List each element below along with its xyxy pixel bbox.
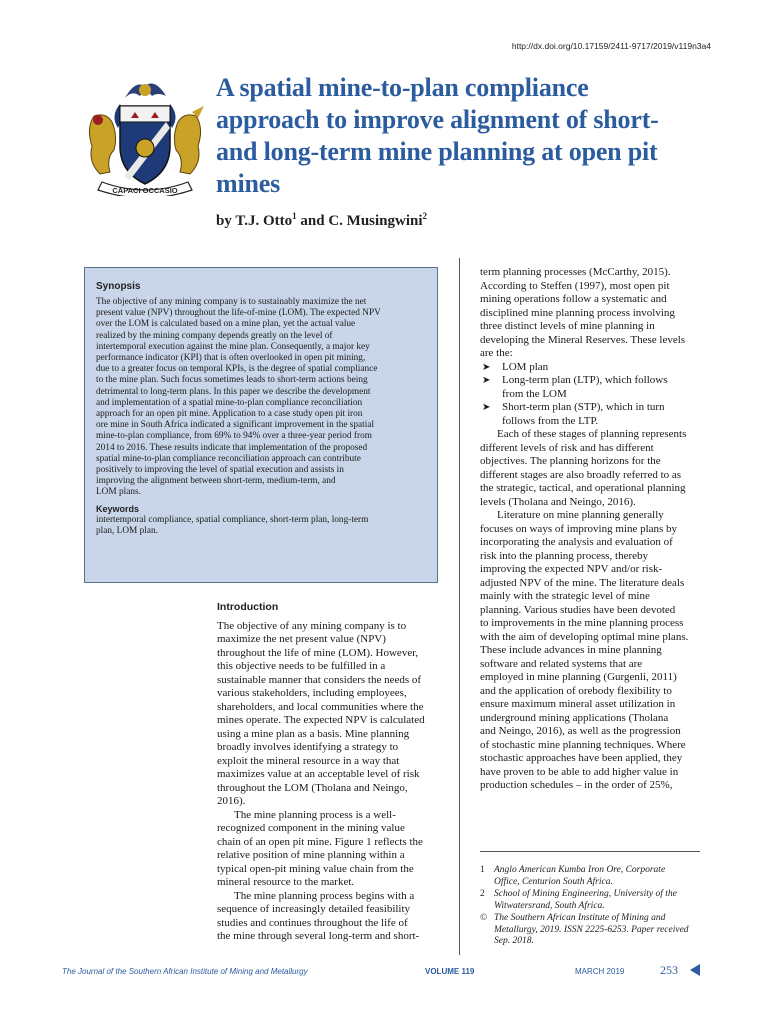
paragraph-line: stochastic approaches have been applied, they: [480, 752, 683, 764]
author-1-affiliation-mark: 1: [292, 211, 297, 221]
paragraph-line: Literature on mine planning generally: [497, 509, 664, 521]
paragraph-line: term planning processes (McCarthy, 2015).: [480, 266, 671, 278]
byline-conjunction: and: [296, 213, 329, 229]
paragraph-line: levels (Tholana and Neingo, 2016).: [480, 495, 636, 508]
paragraph-line: of stochastic mine planning techniques. Where: [480, 738, 686, 751]
paragraph-line: broadly involves identifying a strategy to: [217, 741, 399, 753]
introduction-heading: Introduction: [217, 601, 279, 613]
paragraph-line: shareholders, and local communities where the: [217, 700, 424, 713]
list-item-continuation: follows from the LTP.: [502, 414, 599, 427]
paragraph-line: risk into the planning process, thereby: [480, 549, 649, 562]
synopsis-line: LOM plans.: [96, 487, 141, 498]
footnote-line: Witwatersrand, South Africa.: [494, 900, 605, 911]
introduction-body: [217, 620, 457, 944]
paragraph-line: studies and continues throughout the life of: [217, 916, 408, 929]
paragraph-line: underground mining applications (Tholana: [480, 711, 669, 724]
paragraph-line: sustainable manner that considers the needs of: [217, 673, 422, 686]
arrow-bullet-icon: ➤: [482, 402, 491, 413]
doi-link[interactable]: http://dx.doi.org/10.17159/2411-9717/2019/v119n3a4: [511, 41, 711, 51]
footnote: [480, 913, 710, 948]
paragraph-line: sequence of increasingly detailed feasibility: [217, 903, 411, 915]
synopsis-line: to the mine plan. Such focus sometimes leads to short-term actions being: [96, 375, 368, 386]
title-line: A spatial mine-to-plan compliance: [216, 73, 589, 102]
paragraph-line: objectives. The planning horizons for the: [480, 455, 661, 467]
paragraph-line: adjusted NPV of the mine. The literature deals: [480, 576, 685, 589]
paragraph-line: to improvements in the mine planning process: [480, 617, 684, 629]
page-marker-triangle-icon: [690, 964, 700, 976]
list-item: [480, 374, 708, 388]
list-item: [480, 361, 708, 375]
footnote-line: Office, Centurion South Africa.: [494, 876, 613, 887]
synopsis-line: realized by the mining company depends greatly on the level of: [96, 330, 333, 341]
coat-of-arms-logo: [80, 76, 210, 196]
synopsis-heading: Synopsis: [96, 281, 141, 292]
synopsis-line: and implementation of a spatial mine-to-plan compliance reconciliation: [96, 397, 363, 408]
author-byline: [216, 211, 427, 230]
synopsis-line: The objective of any mining company is to sustainably maximize the net: [96, 297, 367, 307]
right-column-body: [480, 428, 708, 793]
list-item: [480, 401, 708, 415]
paragraph-line: maximize the net present value (NPV): [217, 633, 386, 645]
synopsis-line: positively to improving the level of spatial execution and assists in: [96, 465, 344, 476]
synopsis-line: 2014 to 2016. These results indicate that implementation of the proposed: [96, 442, 368, 453]
footnote-line: Sep. 2018.: [494, 936, 534, 946]
article-title: [216, 72, 716, 200]
synopsis-body: [96, 297, 427, 499]
paragraph-line: software and related systems that are: [480, 657, 643, 670]
issue-date: MARCH 2019: [575, 967, 625, 976]
synopsis-line: detrimental to long-term plans. In this paper we describe the development: [96, 386, 371, 397]
synopsis-line: performance indicator (KPI) that is often overlooked in open pit mining,: [96, 353, 366, 364]
paragraph-line: using a mine plan as a basis. Mine planning: [217, 727, 410, 740]
paragraph-line: production schedules – in the order of 25%,: [480, 779, 673, 791]
footnote: [480, 889, 710, 912]
paragraph-line: According to Steffen (1997), most open pit: [480, 279, 670, 292]
synopsis-line: intertemporal execution against the mine plan. Consequently, a major key: [96, 341, 370, 352]
paragraph-line: mining operations follow a systematic and: [480, 293, 667, 305]
paragraph-line: employed in mine planning (Gurgenli, 2011): [480, 671, 677, 683]
list-item-text: Long-term plan (LTP), which follows: [502, 374, 668, 386]
paragraph-line: mainly with the strategic level of mine: [480, 590, 650, 602]
paragraph-line: focuses on ways of improving mine plans by: [480, 522, 678, 535]
paragraph-line: mines operate. The expected NPV is calculated: [217, 714, 425, 726]
paragraph-line: chain of an open pit mine. Figure 1 reflects the: [217, 835, 423, 848]
keywords-body: [96, 515, 427, 537]
synopsis-line: spatial mine-to-plan compliance reconciliation approach can contribute: [96, 453, 361, 464]
paragraph-line: this objective needs to be fulfilled in a: [217, 660, 386, 672]
keywords-heading: Keywords: [96, 503, 140, 514]
paragraph-line: The objective of any mining company is to: [217, 619, 407, 632]
paragraph-line: disciplined mine planning process involving: [480, 306, 675, 319]
volume-label: VOLUME 119: [425, 967, 475, 976]
title-line: approach to improve alignment of short-: [216, 105, 659, 134]
paragraph-line: the strategic, tactical, and operational planning: [480, 482, 686, 494]
footnote-divider: [480, 851, 700, 852]
paragraph-line: planning. Various studies have been devoted: [480, 603, 676, 616]
footnote-line: School of Mining Engineering, University of the: [494, 889, 677, 899]
synopsis-line: present value (NPV) throughout the life-of-mine (LOM). The expected NPV: [96, 308, 381, 319]
arrow-bullet-icon: ➤: [482, 375, 491, 386]
footnote-marker: 1: [480, 865, 485, 875]
synopsis-line: ore mine in South Africa indicated a significant improvement in the spatial: [96, 420, 375, 431]
synopsis-line: approach for an open pit mine. Application to a case study open pit iron: [96, 409, 363, 420]
keywords-line: plan, LOM plan.: [96, 525, 158, 536]
footnotes: [480, 865, 710, 949]
footnote-text: [494, 865, 665, 888]
paragraph-line: ensure maximum mineral asset utilization in: [480, 698, 676, 710]
paragraph-line: These include advances in mine planning: [480, 644, 662, 656]
right-column-intro-text: [480, 266, 708, 361]
paragraph-line: various stakeholders, including employees,: [217, 687, 407, 699]
paragraph-line: Each of these stages of planning represents: [497, 428, 687, 440]
paragraph-line: 2016).: [217, 795, 246, 807]
paragraph-line: are the:: [480, 347, 513, 359]
title-line: and long-term mine planning at open pit: [216, 137, 658, 166]
author-2-affiliation-mark: 2: [422, 211, 428, 221]
paragraph-line: recognized component in the mining value: [217, 822, 405, 834]
column-divider: [459, 258, 460, 955]
paragraph-line: the mine through several long-term and short-: [217, 930, 420, 942]
title-line: mines: [216, 169, 281, 198]
paragraph-line: relative position of mine planning within a: [217, 849, 405, 861]
introduction-column: [217, 601, 457, 944]
paragraph-line: throughout the life of mine (LOM). However,: [217, 646, 419, 659]
footnote-line: Anglo American Kumba Iron Ore, Corporate: [494, 865, 666, 875]
paragraph-line: three distinct levels of mine planning in: [480, 320, 655, 332]
paragraph-line: mineral resource to the market.: [217, 876, 355, 888]
page-footer: [62, 965, 712, 979]
paragraph-line: throughout the LOM (Tholana and Neingo,: [217, 781, 408, 794]
paragraph-line: different levels of risk and has different: [480, 441, 654, 454]
footnote-text: [494, 889, 677, 912]
journal-name: The Journal of the Southern African Institute of Mining and Metallurgy: [62, 967, 308, 976]
paragraph-line: with the aim of developing optimal mine plans.: [480, 630, 689, 643]
footnote-line: Metallurgy, 2019. ISSN 2225-6253. Paper received: [494, 924, 689, 935]
motto-text: CAPACI OCCASIO: [112, 186, 178, 195]
paragraph-line: typical open-pit mining value chain from the: [217, 862, 414, 875]
footnote: [480, 865, 710, 888]
footnote-text: [494, 913, 689, 948]
synopsis-line: improving the alignment between short-term, medium-term, and: [96, 476, 336, 487]
list-item-continuation: from the LOM: [502, 387, 567, 400]
footnote-marker: 2: [480, 889, 485, 899]
paragraph-line: and Neingo, 2016), as well as the progression: [480, 725, 681, 737]
author-1: T.J. Otto: [235, 213, 293, 229]
synopsis-line: due to a greater focus on temporal KPIs, is the degree of spatial compliance: [96, 364, 378, 375]
author-2: C. Musingwini: [328, 213, 423, 229]
planning-levels-list: [480, 361, 708, 429]
paragraph-line: incorporating the analysis and evaluation of: [480, 536, 673, 548]
paragraph-line: maximizes value at an acceptable level of risk: [217, 768, 420, 780]
paragraph-line: different stages are also broadly referred to as: [480, 468, 682, 481]
byline-prefix: by: [216, 213, 236, 229]
paragraph-line: The mine planning process begins with a: [234, 889, 415, 902]
paragraph-line: The mine planning process is a well-: [234, 808, 396, 821]
arrow-bullet-icon: ➤: [482, 361, 491, 373]
synopsis-box: [84, 267, 438, 583]
list-item-text: LOM plan: [502, 360, 549, 373]
footnote-line: The Southern African Institute of Mining and: [494, 913, 666, 923]
paragraph-line: have proven to be able to add higher value in: [480, 765, 679, 778]
synopsis-line: over the LOM is calculated based on a mine plan, yet the actual value: [96, 319, 356, 330]
page-number: 253: [660, 963, 678, 977]
paragraph-line: and the application of orebody flexibility to: [480, 684, 672, 697]
paragraph-line: developing the Mineral Reserves. These levels: [480, 333, 686, 346]
synopsis-line: mine-to-plan compliance, from 69% to 94% over a three-year period from: [96, 431, 372, 442]
paragraph-line: exploit the mineral resource in a way that: [217, 754, 400, 767]
footnote-marker: ©: [480, 913, 488, 923]
paragraph-line: improving the expected NPV and/or risk-: [480, 563, 663, 575]
list-item-text: Short-term plan (STP), which in turn: [502, 401, 665, 413]
keywords-line: intertemporal compliance, spatial compliance, short-term plan, long-term: [96, 514, 369, 525]
right-column: [480, 266, 708, 793]
